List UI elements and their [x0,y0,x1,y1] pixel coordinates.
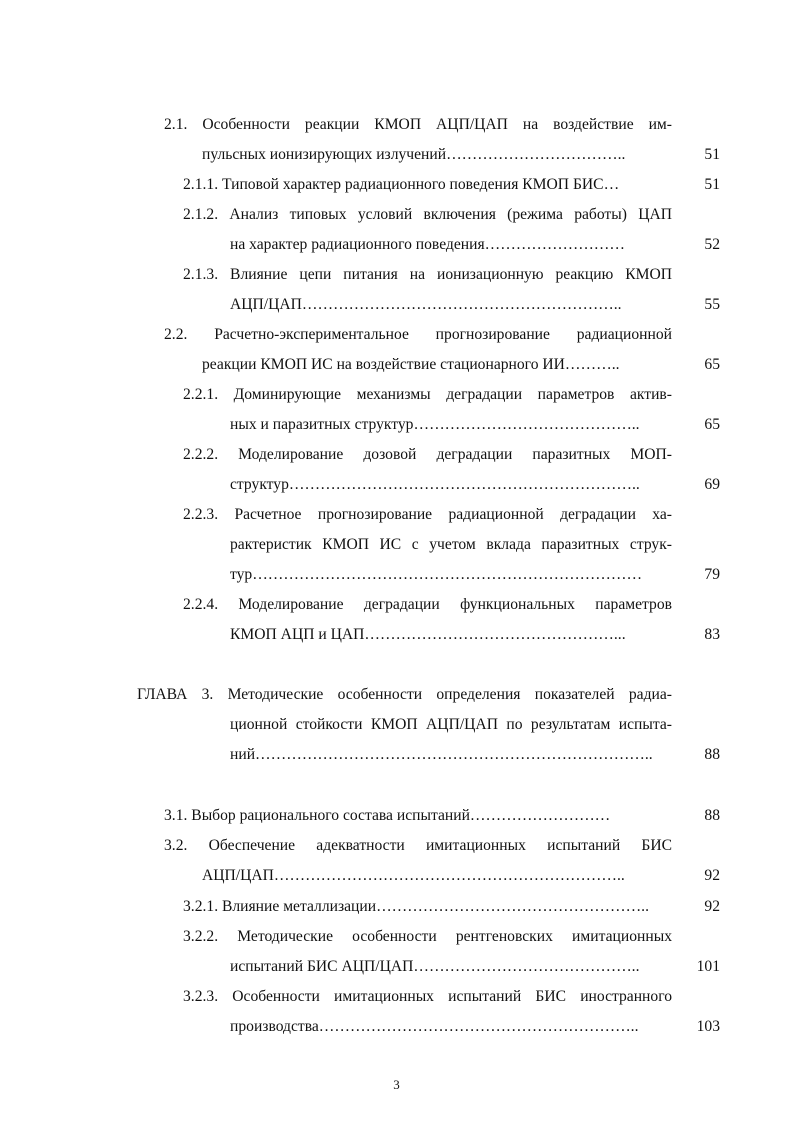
toc-chapter-3 [0,680,793,710]
toc-entry-3-2-1 [0,892,793,922]
toc-entry-2-2 [0,320,793,350]
toc-page-number: 69 [704,476,720,493]
toc-entry-title: 2.1.1. Типовой характер радиационного поведения КМОП БИС… [183,176,620,193]
toc-entry-3-2 [0,831,793,861]
toc-entry-title: 3.2. Обеспечение адекватности имитационных испытаний БИС [164,837,672,854]
toc-entry-title: 2.2. Расчетно-экспериментальное прогнозирование радиационной [164,326,672,343]
toc-page-number: 88 [704,746,720,763]
toc-entry-3-1 [0,801,793,831]
toc-page-number: 88 [704,807,720,824]
toc-entry-2-2-1 [0,380,793,410]
toc-entry-title-cont: реакции КМОП ИС на воздействие стационарного ИИ……….. [202,356,620,373]
toc-entry-title-cont: рактеристик КМОП ИС с учетом вклада паразитных струк- [230,536,672,553]
toc-entry-2-2-2 [0,440,793,470]
toc-entry-title: 3.1. Выбор рационального состава испытаний……………………… [164,807,611,824]
toc-entry-2-1-1 [0,170,793,200]
toc-entry-3-2-2 [0,922,793,952]
toc-entry-title-cont: структур………………………………………………………….. [230,476,640,493]
toc-entry-title: 2.2.3. Расчетное прогнозирование радиационной деградации ха- [183,506,672,523]
toc-entry-title-cont: АЦП/ЦАП………………………………………………………….. [202,867,625,884]
toc-page-number: 52 [704,236,720,253]
toc-page-number: 65 [704,356,720,373]
toc-page-number: 101 [696,958,720,975]
toc-page-number: 65 [704,416,720,433]
toc-entry-title-cont: ний………………………………………………………………….. [230,746,653,763]
toc-page-number: 92 [704,867,720,884]
toc-entry-title: ГЛАВА 3. Методические особенности определения показателей радиа- [137,686,672,703]
toc-page-number: 83 [704,626,720,643]
toc-entry-2-2-4 [0,590,793,620]
toc-entry-2-1-3 [0,260,793,290]
page-number-footer: 3 [393,1077,400,1092]
toc-entry-title-cont: ных и паразитных структур…………………………………….. [230,416,640,433]
toc-entry-title-cont: АЦП/ЦАП…………………………………………………….. [230,296,622,313]
toc-entry-title-cont: КМОП АЦП и ЦАП…………………………………………... [230,626,626,643]
toc-entry-title: 2.1.3. Влияние цепи питания на ионизационную реакцию КМОП [183,266,672,283]
toc-entry-3-2-3 [0,982,793,1012]
toc-entry-title-cont: производства…………………………………………………….. [230,1018,639,1035]
toc-page-number: 103 [696,1018,720,1035]
toc-entry-2-1 [0,110,793,140]
toc-page-number: 55 [704,296,720,313]
toc-entry-title: 3.2.3. Особенности имитационных испытаний БИС иностранного [183,988,672,1005]
toc-entry-title-cont: на характер радиационного поведения……………………… [230,236,625,253]
toc-entry-title-cont: пульсных ионизирующих излучений…………………………….. [202,146,626,163]
toc-entry-title-cont: испытаний БИС АЦП/ЦАП…………………………………….. [230,958,640,975]
toc-entry-title: 2.2.1. Доминирующие механизмы деградации параметров актив- [183,386,672,403]
toc-entry-title: 2.1.2. Анализ типовых условий включения (режима работы) ЦАП [183,206,672,223]
toc-entry-title-cont: тур………………………………………………………………… [230,566,643,583]
toc-page-number: 51 [704,146,720,163]
toc-entry-title-cont: ционной стойкости КМОП АЦП/ЦАП по результатам испыта- [230,716,672,733]
toc-entry-title: 3.2.1. Влияние металлизации…………………………………………….. [183,898,649,915]
toc-page-number: 51 [704,176,720,193]
toc-page-number: 92 [704,898,720,915]
toc-entry-title: 3.2.2. Методические особенности рентгеновских имитационных [183,928,672,945]
toc-entry-2-2-3 [0,500,793,530]
toc-entry-title: 2.2.4. Моделирование деградации функциональных параметров [183,596,672,613]
toc-entry-title: 2.2.2. Моделирование дозовой деградации паразитных МОП- [183,446,672,463]
toc-page-number: 79 [704,566,720,583]
toc-entry-title: 2.1. Особенности реакции КМОП АЦП/ЦАП на воздействие им- [164,116,672,133]
toc-entry-2-1-2 [0,200,793,230]
